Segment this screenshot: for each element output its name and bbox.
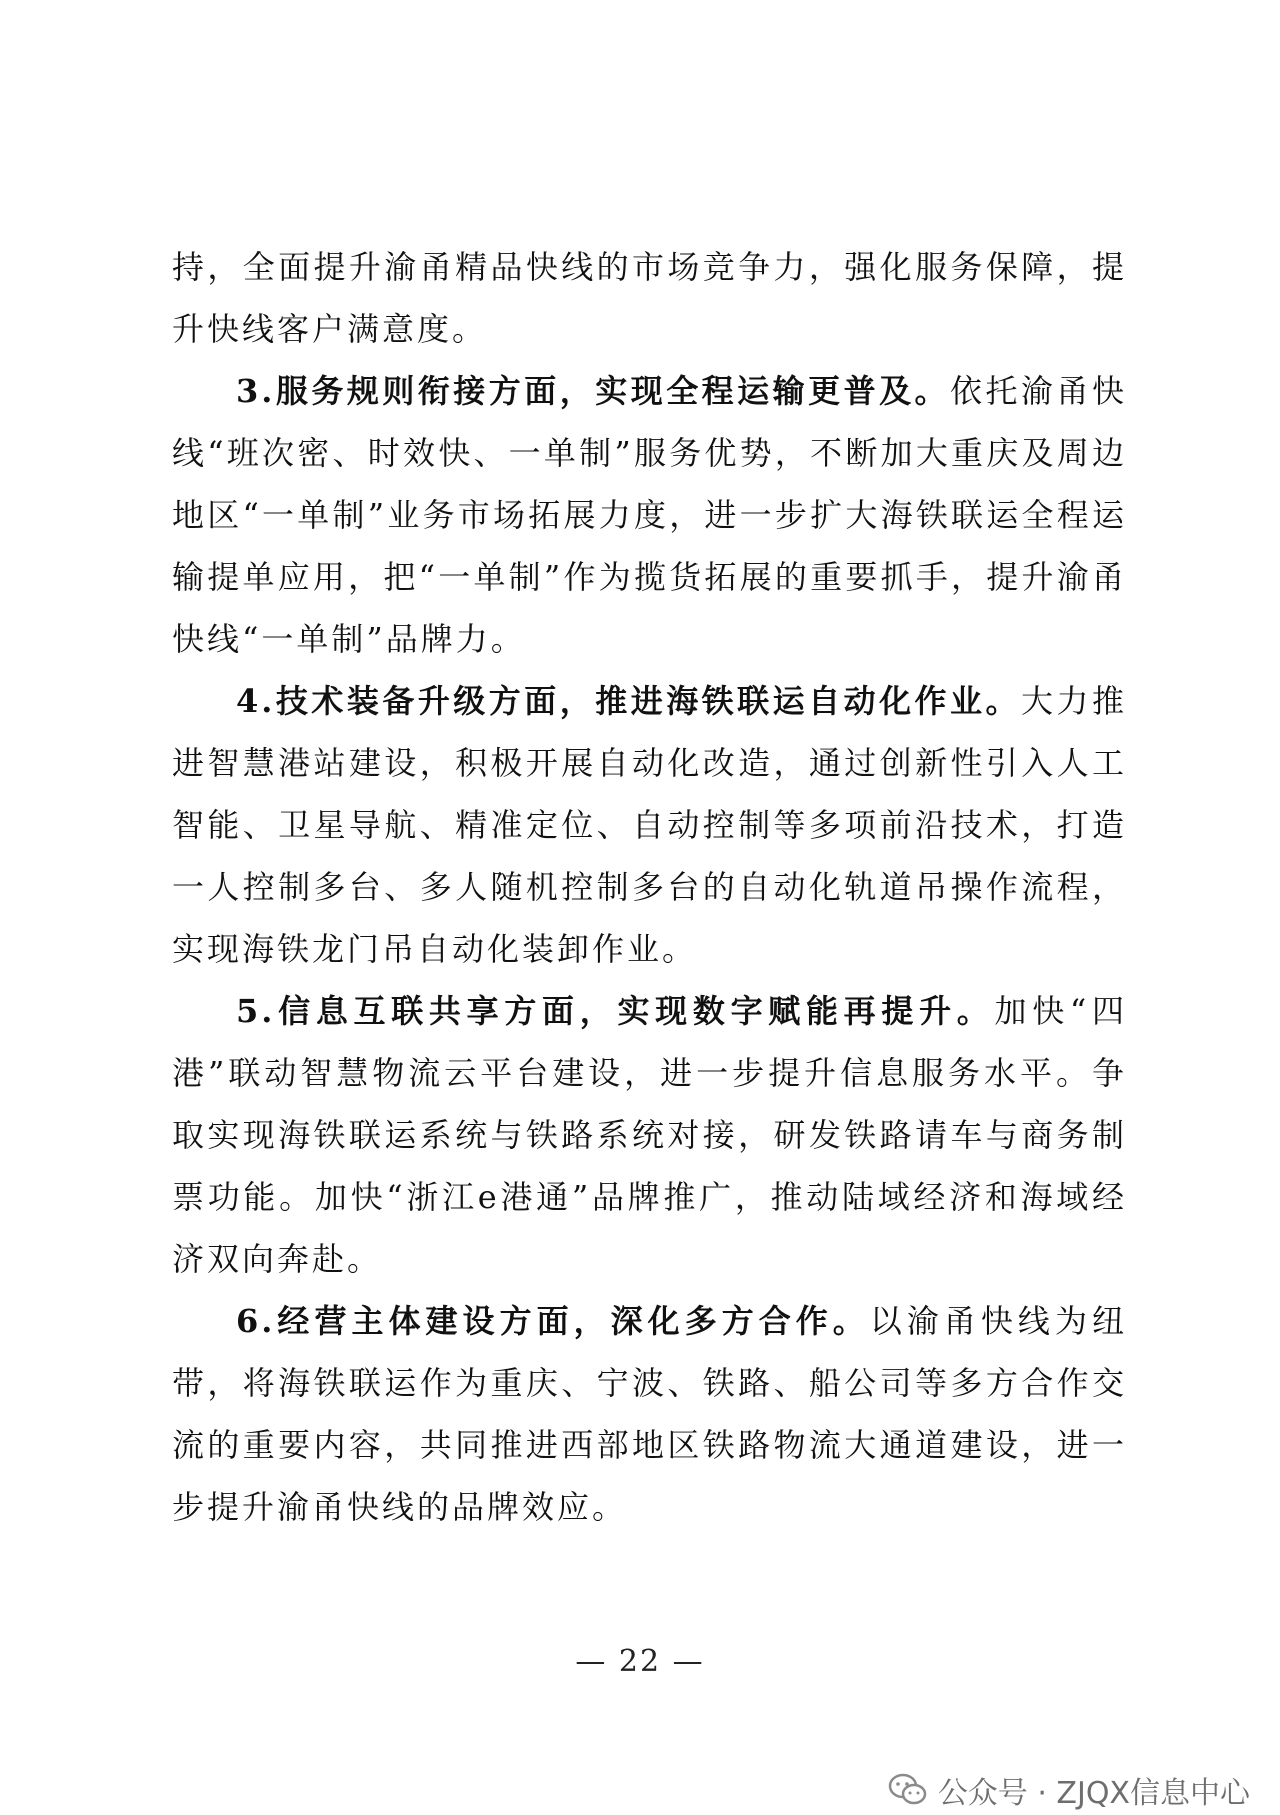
paragraph-heading: 6.经营主体建设方面，深化多方合作。: [236, 1302, 870, 1340]
body-text: [172, 236, 1127, 1538]
paragraph-heading: 4.技术装备升级方面，推进海铁联运自动化作业。: [236, 682, 1022, 720]
paragraph-text: 依托渝甬快线“班次密、时效快、一单制”服务优势，不断加大重庆及周边地区“一单制”业务市场拓展力度，进一步扩大海铁联运全程运输提单应用，把“一单制”作为揽货拓展的重要抓手，提升渝甬快线“一单制”品牌力。: [172, 372, 1127, 658]
paragraph-text: 大力推进智慧港站建设，积极开展自动化改造，通过创新性引入人工智能、卫星导航、精准定位、自动控制等多项前沿技术，打造一人控制多台、多人随机控制多台的自动化轨道吊操作流程，实现海铁龙门吊自动化装卸作业。: [172, 682, 1127, 968]
paragraph-technical-equipment: [172, 670, 1127, 980]
paragraph-information-sharing: [172, 980, 1127, 1290]
paragraph-continued: [172, 236, 1127, 360]
paragraph-heading: 5.信息互联共享方面，实现数字赋能再提升。: [236, 992, 995, 1030]
paragraph-text: 加快“四港”联动智慧物流云平台建设，进一步提升信息服务水平。争取实现海铁联运系统与铁路系统对接，研发铁路请车与商务制票功能。加快“浙江e港通”品牌推广，推动陆域经济和海域经济双向奔赴。: [172, 992, 1127, 1278]
wechat-icon: [888, 1773, 928, 1807]
watermark: [888, 1768, 1250, 1812]
watermark-text: 公众号 · ZJQX信息中心: [937, 1776, 1250, 1811]
paragraph-operating-entities: [172, 1290, 1127, 1538]
paragraph-text: 持，全面提升渝甬精品快线的市场竞争力，强化服务保障，提升快线客户满意度。: [172, 248, 1127, 348]
paragraph-heading: 3.服务规则衔接方面，实现全程运输更普及。: [236, 372, 951, 410]
paragraph-service-rules: [172, 360, 1127, 670]
page-number: — 22 —: [575, 1644, 705, 1679]
paragraph-text: 以渝甬快线为纽带，将海铁联运作为重庆、宁波、铁路、船公司等多方合作交流的重要内容，共同推进西部地区铁路物流大通道建设，进一步提升渝甬快线的品牌效应。: [172, 1302, 1127, 1526]
